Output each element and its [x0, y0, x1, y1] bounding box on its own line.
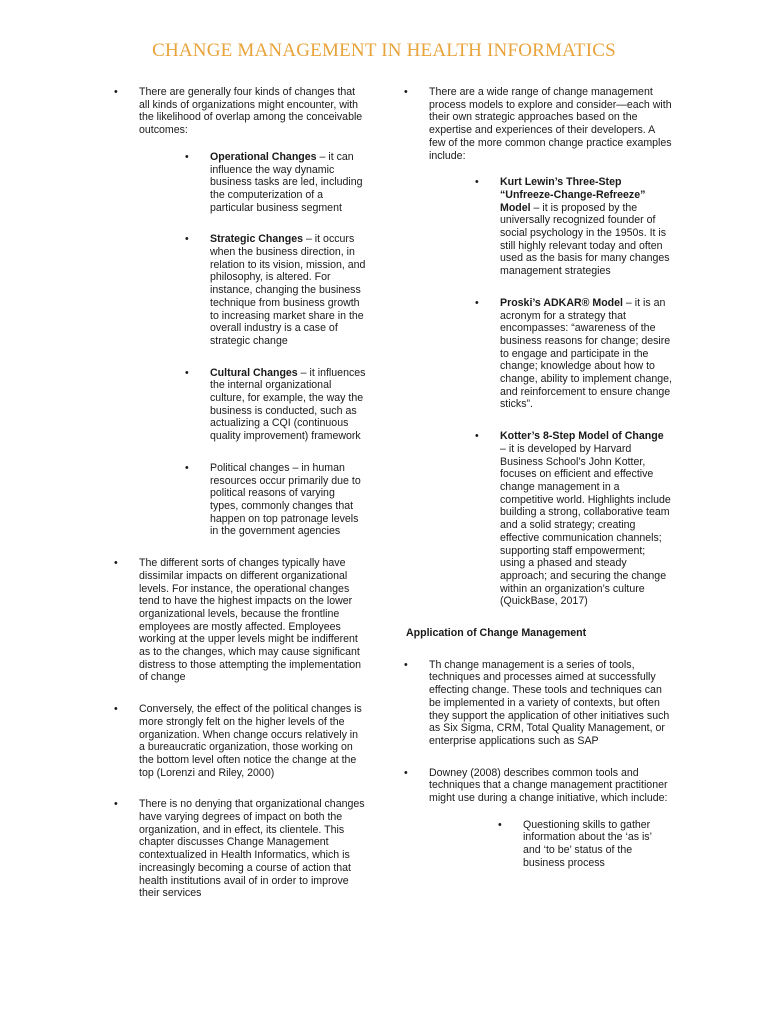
sub-bullet-strategic	[185, 233, 366, 347]
sub-bullet-operational	[185, 151, 366, 215]
term: Cultural Changes	[210, 366, 298, 379]
bullet-dot: •	[114, 86, 118, 98]
bullet-downey-tools	[404, 767, 672, 870]
bullet-dot: •	[475, 176, 479, 189]
sub-bullet-cultural	[185, 367, 366, 443]
term-description: – it is developed by Harvard Business School’s John Kotter, focuses on efficient and effective change management in a competitive world. Highlights include building a strong, collaborative team and a solid strategy; creating effective communication channels; supporting staff empowerment; using a phased and steady approach; and securing the change within an organization’s culture (QuickBase, 2017)	[500, 442, 671, 608]
term-description: – it occurs when the business direction, in relation to its vision, mission, and philosophy, is altered. For instance, changing the business technique from business growth to increasing market share in the overall industry is a case of strategic change	[210, 233, 366, 347]
paragraph-text: There are a wide range of change management process models to explore and consider—each with their own strategic approaches based on the expertise and experiences of their developers. A few of the more common change practice examples include:	[429, 86, 672, 162]
sub-bullet-adkar-model	[475, 297, 672, 411]
bullet-dot: •	[185, 366, 189, 379]
term-description: – it influences the internal organizational culture, for example, the way the business is conducted, such as actualizing a CQI (continuous quality improvement) framework	[210, 366, 366, 443]
bullet-dot: •	[498, 818, 502, 831]
bullet-dot: •	[404, 766, 408, 779]
paragraph-text: There are generally four kinds of changes that all kinds of organizations might encounter, with the likelihood of overlap among the conceivable outcomes:	[139, 86, 363, 137]
term: Kurt Lewin’s Three-Step “Unfreeze-Change-Refreeze” Model	[500, 176, 646, 214]
bullet-political-effect	[114, 703, 366, 779]
bullet-dot: •	[475, 430, 479, 443]
paragraph-text: Conversely, the effect of the political changes is more strongly felt on the higher levels of the organization. When change occurs relatively in a bureaucratic organization, those working on the bottom level often notice the change at the top (Lorenzi and Riley, 2000)	[139, 703, 362, 779]
bullet-dot: •	[114, 557, 118, 570]
left-column	[114, 86, 366, 919]
paragraph-text: Th change management is a series of tools, techniques and processes aimed at successfully effecting change. These tools and techniques can be implemented in a variety of contexts, but often they support the application of other initiatives such as Six Sigma, CRM, Total Quality Management, or enterprise applications such as SAP	[429, 658, 670, 747]
term-description: – it is an acronym for a strategy that encompasses: “awareness of the business reasons for change; desire to engage and participate in the change; knowledge about how to change, ability to implement change, and reinforcement to ensure change sticks”.	[500, 296, 672, 411]
term: Proski’s ADKAR® Model	[500, 296, 623, 309]
term: Strategic Changes	[210, 233, 304, 246]
paragraph-text: Downey (2008) describes common tools and techniques that a change management practitioner might use during a change initiative, which include:	[429, 766, 668, 805]
document-title: CHANGE MANAGEMENT IN HEALTH INFORMATICS	[152, 40, 616, 61]
bullet-change-management-definition	[404, 659, 672, 748]
term-description: – it is proposed by the universally recognized founder of social psychology in the 1950s. It is still highly relevant today and often used as the basis for many changes management strategies	[500, 201, 670, 278]
bullet-dot: •	[114, 798, 118, 811]
sub-bullet-kotter-model	[475, 430, 672, 608]
sub-bullet-lewin-model	[475, 176, 672, 278]
sub-bullet-political	[185, 462, 366, 538]
bullet-dot: •	[185, 233, 189, 246]
term-description: – it can influence the way dynamic business tasks are led, including the computerization of a particular business segment	[210, 150, 363, 214]
term-description: Political changes – in human resources occur primarily due to political reasons of varying types, commonly changes that happen on top patronage levels in the government agencies	[210, 461, 361, 538]
bullet-dissimilar-impacts	[114, 557, 366, 684]
sub-bullet-questioning-skills	[498, 819, 672, 870]
bullet-dot: •	[404, 658, 408, 671]
term-description: Questioning skills to gather information about the ‘as is’ and ‘to be’ status of the business process	[523, 818, 652, 869]
section-heading: Application of Change Management	[406, 627, 587, 640]
bullet-dot: •	[404, 86, 408, 98]
bullet-kinds-of-changes	[114, 86, 366, 538]
paragraph-text: The different sorts of changes typically have dissimilar impacts on different organizational levels. For instance, the operational changes tend to have the highest impacts on the lower organizational levels, because the frontline employees are mostly affected. Employees working at the upper levels might be indifferent as to the changes, which may cause significant distress to those attempting the implementation of change	[139, 557, 361, 684]
right-column	[404, 86, 672, 889]
bullet-dot: •	[185, 150, 189, 163]
paragraph-text: There is no denying that organizational changes have varying degrees of impact on both the organization, and in effect, its clientele. This chapter discusses Change Management contextualized in Health Informatics, which is increasingly becoming a course of action that health institutions avail of in order to improve their services	[139, 798, 365, 900]
bullet-dot: •	[185, 461, 189, 474]
bullet-dot: •	[475, 296, 479, 309]
bullet-chapter-intro	[114, 798, 366, 900]
term: Kotter’s 8-Step Model of Change	[500, 430, 664, 443]
bullet-process-models	[404, 86, 672, 608]
bullet-dot: •	[114, 703, 118, 716]
term: Operational Changes	[210, 150, 317, 163]
